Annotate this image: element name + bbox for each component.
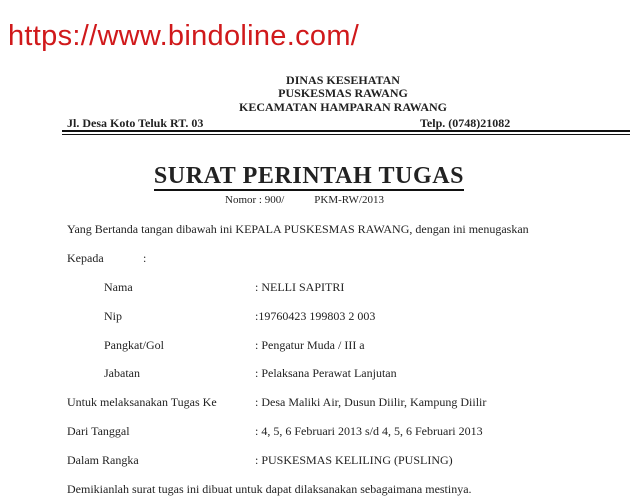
document-title bbox=[0, 163, 630, 191]
field-value-rangka: : PUSKESMAS KELILING (PUSLING) bbox=[255, 453, 453, 467]
field-value-jabatan: : Pelaksana Perawat Lanjutan bbox=[255, 366, 397, 380]
field-label-nama: Nama bbox=[104, 280, 133, 294]
intro-paragraph: Yang Bertanda tangan dibawah ini KEPALA PUSKESMAS RAWANG, dengan ini menugaskan bbox=[67, 222, 529, 236]
header-phone: Telp. (0748)21082 bbox=[420, 116, 511, 130]
kepada-colon: : bbox=[143, 251, 147, 265]
document-title-text: SURAT PERINTAH TUGAS bbox=[153, 163, 465, 189]
field-label-tugas: Untuk melaksanakan Tugas Ke bbox=[67, 395, 217, 409]
header-rule-thin bbox=[62, 134, 630, 135]
field-label-tanggal: Dari Tanggal bbox=[67, 424, 130, 438]
field-value-tanggal: : 4, 5, 6 Februari 2013 s/d 4, 5, 6 Februari 2013 bbox=[255, 424, 483, 438]
closing-paragraph: Demikianlah surat tugas ini dibuat untuk dapat dilaksanakan sebagaimana mestinya. bbox=[67, 482, 472, 496]
kepada-label: Kepada bbox=[67, 251, 104, 265]
header-puskesmas: PUSKESMAS RAWANG bbox=[278, 86, 408, 100]
field-value-nip: :19760423 199803 2 003 bbox=[255, 309, 376, 323]
watermark-url: https://www.bindoline.com/ bbox=[8, 20, 360, 52]
field-label-pangkat: Pangkat/Gol bbox=[104, 338, 164, 352]
header-district: KECAMATAN HAMPARAN RAWANG bbox=[239, 100, 447, 114]
document-number bbox=[225, 194, 384, 206]
document-number-label: Nomor : 900/ bbox=[225, 194, 285, 206]
field-label-jabatan: Jabatan bbox=[104, 366, 140, 380]
document-number-code: PKM-RW/2013 bbox=[314, 194, 384, 206]
field-value-tugas: : Desa Maliki Air, Dusun Diilir, Kampung Diilir bbox=[255, 395, 487, 409]
field-label-rangka: Dalam Rangka bbox=[67, 453, 139, 467]
header-address: Jl. Desa Koto Teluk RT. 03 bbox=[67, 116, 204, 130]
header-rule-thick bbox=[62, 130, 630, 132]
field-label-nip: Nip bbox=[104, 309, 122, 323]
header-agency: DINAS KESEHATAN bbox=[286, 73, 400, 87]
field-value-nama: : NELLI SAPITRI bbox=[255, 280, 345, 294]
field-value-pangkat: : Pengatur Muda / III a bbox=[255, 338, 365, 352]
